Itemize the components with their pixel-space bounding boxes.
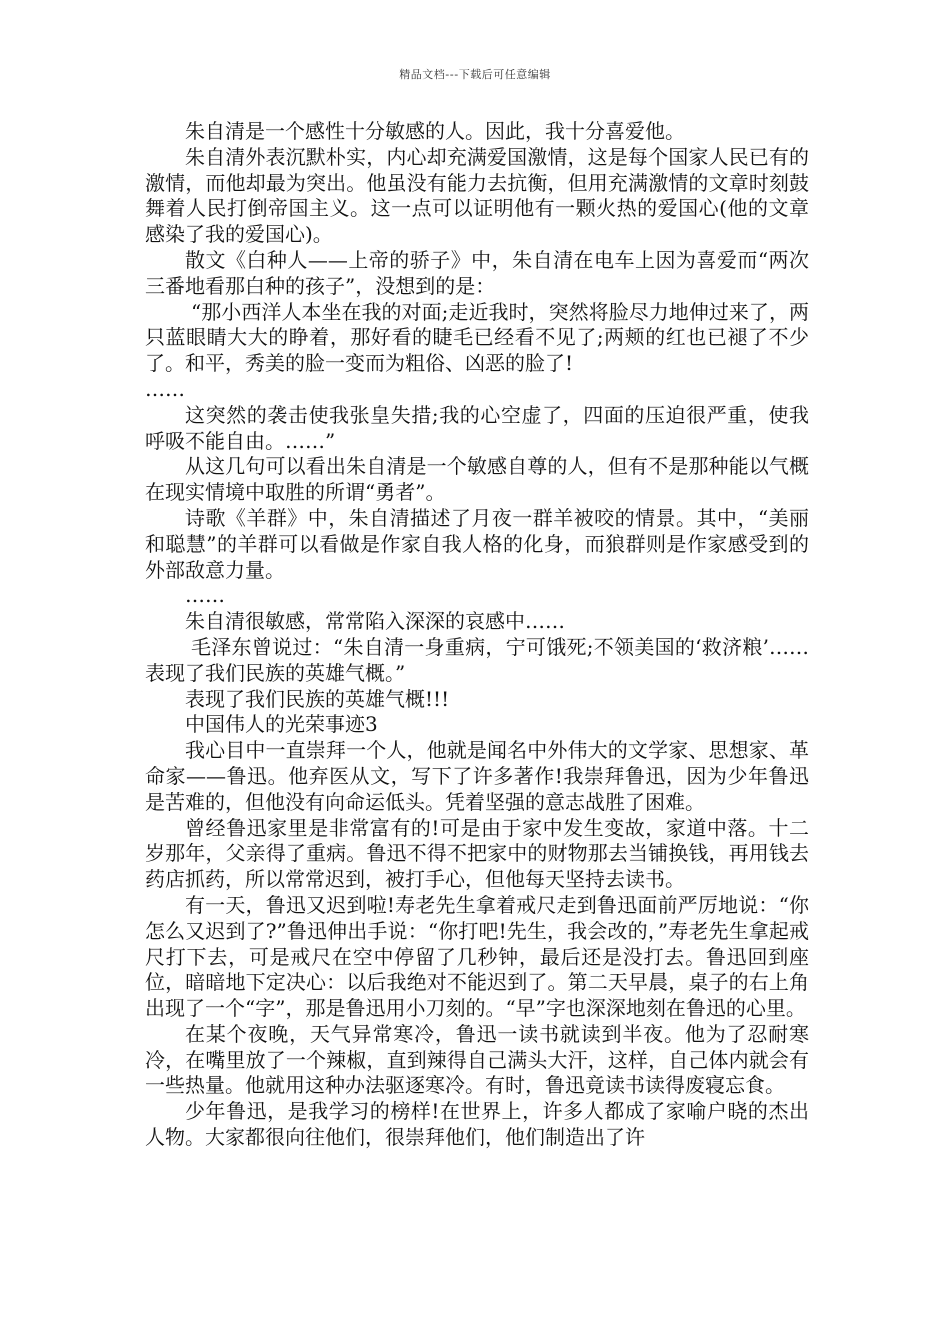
ellipsis-line: …… bbox=[185, 583, 225, 608]
paragraph: 散文《白种人——上帝的骄子》中，朱自清在电车上因为喜爱而“两次三番地看那白种的孩子”，没想到的是： bbox=[145, 247, 809, 298]
paragraph: 在某个夜晚，天气异常寒冷，鲁迅一读书就读到半夜。他为了忍耐寒冷，在嘴里放了一个辣椒，直到辣得自己满头大汗，这样，自己体内就会有一些热量。他就用这种办法驱逐寒冷。有时，鲁迅竟读书读得废寝忘食。 bbox=[145, 1021, 809, 1098]
document-body bbox=[145, 119, 809, 1151]
paragraph: 从这几句可以看出朱自清是一个敏感自尊的人，但有不是那种能以气概在现实情境中取胜的所谓“勇者”。 bbox=[145, 454, 809, 505]
paragraph: “那小西洋人本坐在我的对面;走近我时，突然将脸尽力地伸过来了，两只蓝眼睛大大的睁着，那好看的睫毛已经看不见了;两颊的红也已褪了不少了。和平，秀美的脸一变而为粗俗、凶恶的脸了! bbox=[145, 299, 809, 376]
paragraph: 朱自清很敏感，常常陷入深深的哀感中…… bbox=[185, 609, 565, 634]
paragraph: 朱自清是一个感性十分敏感的人。因此，我十分喜爱他。 bbox=[185, 119, 685, 143]
paragraph: 有一天，鲁迅又迟到啦!寿老先生拿着戒尺走到鲁迅面前严厉地说：“你怎么又迟到了?”鲁迅伸出手说：“你打吧!先生，我会改的，”寿老先生拿起戒尺打下去，可是戒尺在空中停留了几秒钟，最后还是没打去。鲁迅回到座位，暗暗地下定决心：以后我绝对不能迟到了。第二天早晨，桌子的右上角出现了一个“字”，那是鲁迅用小刀刻的。“早”字也深深地刻在鲁迅的心里。 bbox=[145, 892, 809, 1021]
page-header: 精品文档---下载后可任意编辑 bbox=[399, 68, 551, 81]
paragraph: 朱自清外表沉默朴实，内心却充满爱国激情，这是每个国家人民已有的激情，而他却最为突出。他虽没有能力去抗衡，但用充满激情的文章时刻鼓舞着人民打倒帝国主义。这一点可以证明他有一颗火热的爱国心(他的文章感染了我的爱国心)。 bbox=[145, 144, 809, 247]
paragraph: 曾经鲁迅家里是非常富有的!可是由于家中发生变故，家道中落。十二岁那年，父亲得了重病。鲁迅不得不把家中的财物那去当铺换钱，再用钱去药店抓药，所以常常迟到，被打手心，但他每天坚持去读书。 bbox=[145, 815, 809, 892]
paragraph: 少年鲁迅，是我学习的榜样!在世界上，许多人都成了家喻户晓的杰出人物。大家都很向往他们，很崇拜他们，他们制造出了许 bbox=[145, 1099, 809, 1150]
paragraph: 这突然的袭击使我张皇失措;我的心空虚了，四面的压迫很严重，使我呼吸不能自由。……” bbox=[145, 402, 809, 453]
paragraph: 诗歌《羊群》中，朱自清描述了月夜一群羊被咬的情景。其中，“美丽和聪慧”的羊群可以看做是作家自我人格的化身，而狼群则是作家感受到的外部敌意力量。 bbox=[145, 505, 809, 582]
paragraph: 我心目中一直崇拜一个人，他就是闻名中外伟大的文学家、思想家、革命家——鲁迅。他弃医从文，写下了许多著作!我崇拜鲁迅，因为少年鲁迅是苦难的，但他没有向命运低头。凭着坚强的意志战胜了困难。 bbox=[145, 738, 809, 814]
section-title: 中国伟人的光荣事迹3 bbox=[185, 712, 378, 737]
paragraph: 表现了我们民族的英雄气概!!! bbox=[185, 686, 450, 711]
paragraph: 毛泽东曾说过：“朱自清一身重病，宁可饿死;不领美国的‘救济粮’……表现了我们民族的英雄气概。” bbox=[145, 634, 809, 685]
ellipsis-line: …… bbox=[145, 376, 185, 401]
